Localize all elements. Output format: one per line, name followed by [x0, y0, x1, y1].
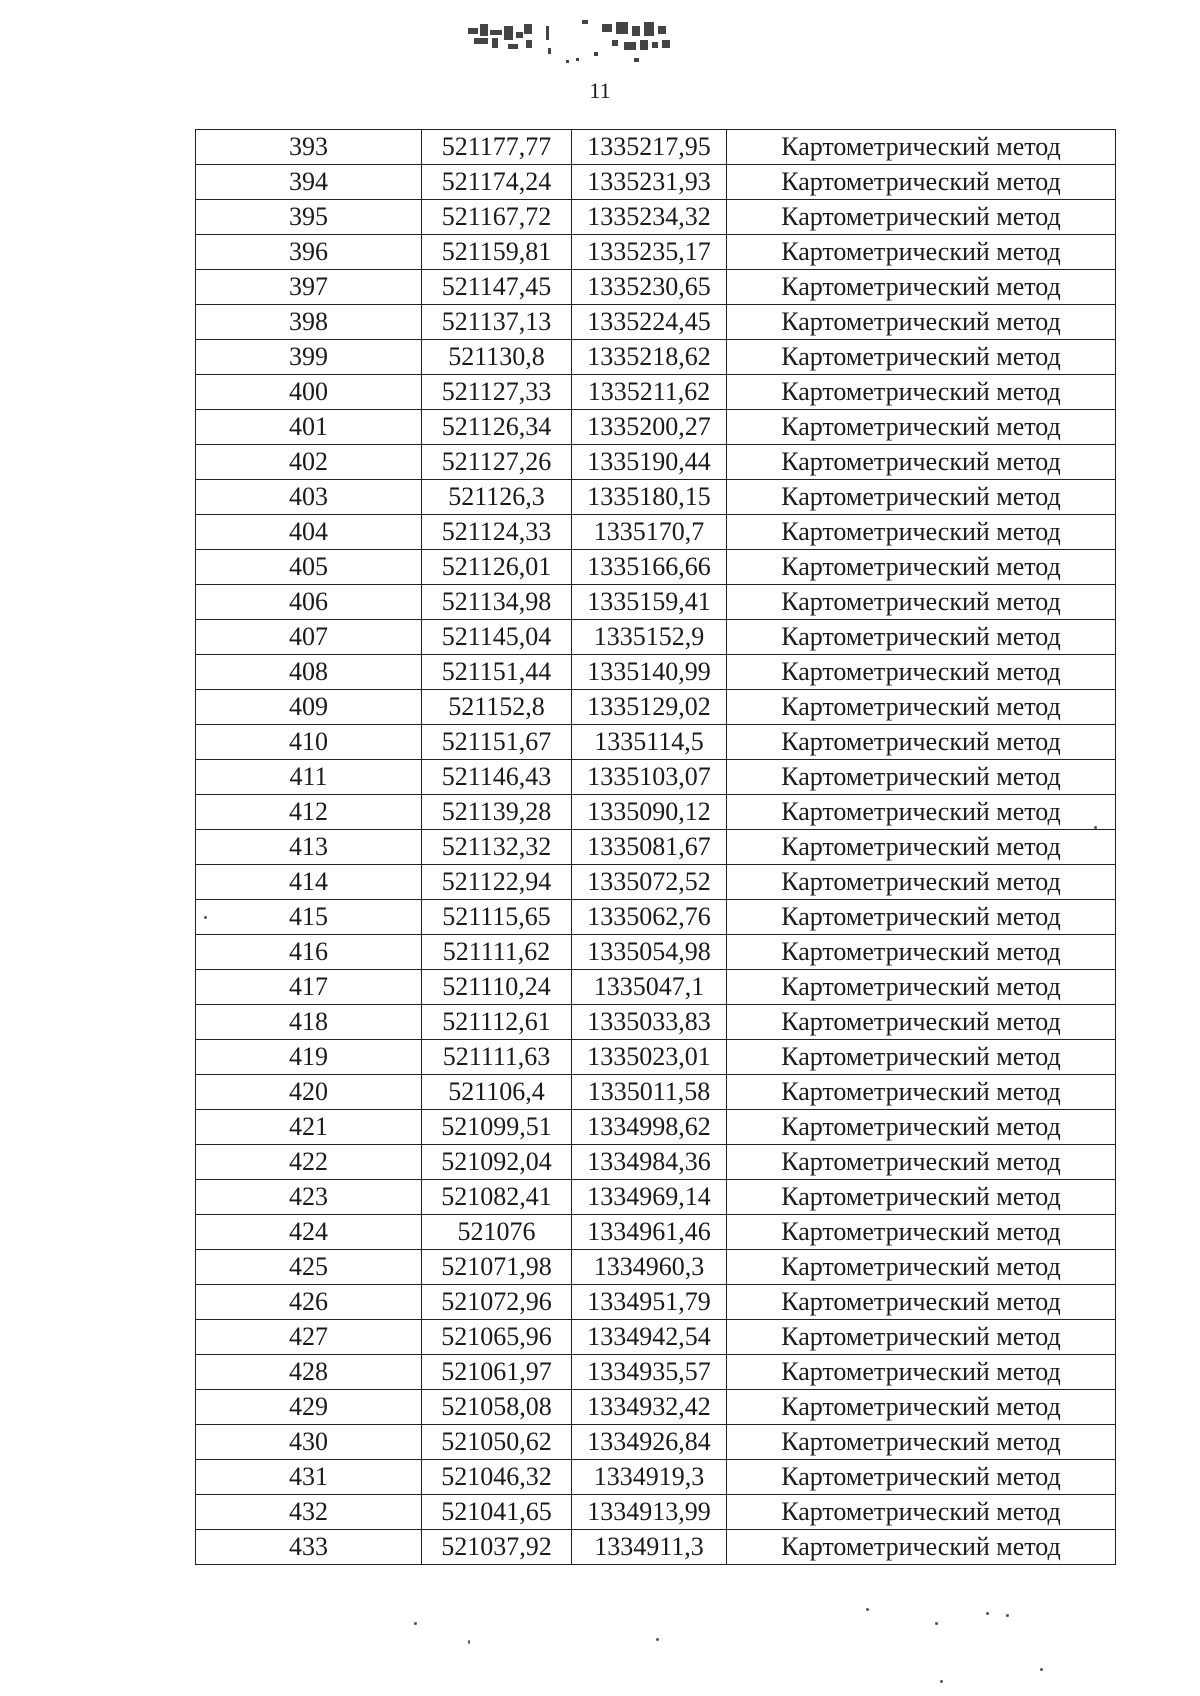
table-row	[196, 515, 1116, 550]
point-number-cell: 422	[196, 1145, 422, 1180]
scan-speck	[940, 1680, 943, 1683]
x-coordinate-cell: 521082,41	[422, 1180, 572, 1215]
x-coordinate-cell: 521124,33	[422, 515, 572, 550]
x-coordinate-cell: 521126,01	[422, 550, 572, 585]
x-coordinate-cell: 521122,94	[422, 865, 572, 900]
table-row	[196, 1110, 1116, 1145]
table-row	[196, 340, 1116, 375]
y-coordinate-cell: 1335166,66	[572, 550, 727, 585]
x-coordinate-cell: 521152,8	[422, 690, 572, 725]
table-row	[196, 900, 1116, 935]
y-coordinate-cell: 1335231,93	[572, 165, 727, 200]
method-cell: Картометрический метод	[727, 1145, 1116, 1180]
table-row	[196, 305, 1116, 340]
table-row	[196, 270, 1116, 305]
table-row	[196, 235, 1116, 270]
method-cell: Картометрический метод	[727, 375, 1116, 410]
table-row	[196, 620, 1116, 655]
scan-speck	[204, 916, 207, 919]
method-cell: Картометрический метод	[727, 305, 1116, 340]
y-coordinate-cell: 1335170,7	[572, 515, 727, 550]
x-coordinate-cell: 521072,96	[422, 1285, 572, 1320]
point-number-cell: 403	[196, 480, 422, 515]
method-cell: Картометрический метод	[727, 620, 1116, 655]
scan-speck	[1094, 826, 1097, 829]
y-coordinate-cell: 1335072,52	[572, 865, 727, 900]
y-coordinate-cell: 1335235,17	[572, 235, 727, 270]
table-row	[196, 1355, 1116, 1390]
method-cell: Картометрический метод	[727, 410, 1116, 445]
y-coordinate-cell: 1334984,36	[572, 1145, 727, 1180]
point-number-cell: 425	[196, 1250, 422, 1285]
y-coordinate-cell: 1335129,02	[572, 690, 727, 725]
x-coordinate-cell: 521111,63	[422, 1040, 572, 1075]
x-coordinate-cell: 521174,24	[422, 165, 572, 200]
method-cell: Картометрический метод	[727, 690, 1116, 725]
y-coordinate-cell: 1334919,3	[572, 1460, 727, 1495]
method-cell: Картометрический метод	[727, 1005, 1116, 1040]
table-row	[196, 130, 1116, 165]
y-coordinate-cell: 1335218,62	[572, 340, 727, 375]
point-number-cell: 421	[196, 1110, 422, 1145]
x-coordinate-cell: 521126,34	[422, 410, 572, 445]
point-number-cell: 395	[196, 200, 422, 235]
table-row	[196, 550, 1116, 585]
method-cell: Картометрический метод	[727, 550, 1116, 585]
x-coordinate-cell: 521134,98	[422, 585, 572, 620]
point-number-cell: 429	[196, 1390, 422, 1425]
method-cell: Картометрический метод	[727, 1075, 1116, 1110]
table-row	[196, 375, 1116, 410]
scan-speck	[935, 1622, 938, 1625]
table-row	[196, 200, 1116, 235]
x-coordinate-cell: 521130,8	[422, 340, 572, 375]
point-number-cell: 427	[196, 1320, 422, 1355]
x-coordinate-cell: 521127,33	[422, 375, 572, 410]
x-coordinate-cell: 521041,65	[422, 1495, 572, 1530]
y-coordinate-cell: 1334913,99	[572, 1495, 727, 1530]
table-row	[196, 445, 1116, 480]
y-coordinate-cell: 1335217,95	[572, 130, 727, 165]
table-row	[196, 865, 1116, 900]
table-row	[196, 1425, 1116, 1460]
y-coordinate-cell: 1335230,65	[572, 270, 727, 305]
page-number: 11	[589, 78, 611, 103]
table-row	[196, 725, 1116, 760]
table-row	[196, 830, 1116, 865]
point-number-cell: 433	[196, 1530, 422, 1565]
y-coordinate-cell: 1335180,15	[572, 480, 727, 515]
table-row	[196, 935, 1116, 970]
table-row	[196, 655, 1116, 690]
table-row	[196, 165, 1116, 200]
method-cell: Картометрический метод	[727, 515, 1116, 550]
x-coordinate-cell: 521145,04	[422, 620, 572, 655]
point-number-cell: 406	[196, 585, 422, 620]
x-coordinate-cell: 521110,24	[422, 970, 572, 1005]
table-row	[196, 1285, 1116, 1320]
y-coordinate-cell: 1335081,67	[572, 830, 727, 865]
method-cell: Картометрический метод	[727, 830, 1116, 865]
point-number-cell: 416	[196, 935, 422, 970]
point-number-cell: 430	[196, 1425, 422, 1460]
method-cell: Картометрический метод	[727, 200, 1116, 235]
method-cell: Картометрический метод	[727, 1495, 1116, 1530]
y-coordinate-cell: 1334911,3	[572, 1530, 727, 1565]
point-number-cell: 407	[196, 620, 422, 655]
x-coordinate-cell: 521099,51	[422, 1110, 572, 1145]
y-coordinate-cell: 1335159,41	[572, 585, 727, 620]
x-coordinate-cell: 521151,67	[422, 725, 572, 760]
method-cell: Картометрический метод	[727, 1110, 1116, 1145]
table-row	[196, 1145, 1116, 1180]
method-cell: Картометрический метод	[727, 795, 1116, 830]
table-row	[196, 585, 1116, 620]
x-coordinate-cell: 521061,97	[422, 1355, 572, 1390]
scan-speck	[1006, 1614, 1009, 1617]
x-coordinate-cell: 521139,28	[422, 795, 572, 830]
y-coordinate-cell: 1335114,5	[572, 725, 727, 760]
y-coordinate-cell: 1334942,54	[572, 1320, 727, 1355]
table-row	[196, 1040, 1116, 1075]
y-coordinate-cell: 1335190,44	[572, 445, 727, 480]
x-coordinate-cell: 521167,72	[422, 200, 572, 235]
x-coordinate-cell: 521092,04	[422, 1145, 572, 1180]
x-coordinate-cell: 521076	[422, 1215, 572, 1250]
point-number-cell: 399	[196, 340, 422, 375]
table-row	[196, 760, 1116, 795]
x-coordinate-cell: 521126,3	[422, 480, 572, 515]
y-coordinate-cell: 1334998,62	[572, 1110, 727, 1145]
method-cell: Картометрический метод	[727, 865, 1116, 900]
method-cell: Картометрический метод	[727, 235, 1116, 270]
y-coordinate-cell: 1335140,99	[572, 655, 727, 690]
method-cell: Картометрический метод	[727, 130, 1116, 165]
point-number-cell: 394	[196, 165, 422, 200]
method-cell: Картометрический метод	[727, 1390, 1116, 1425]
x-coordinate-cell: 521065,96	[422, 1320, 572, 1355]
scan-speck	[414, 1622, 417, 1625]
x-coordinate-cell: 521146,43	[422, 760, 572, 795]
point-number-cell: 397	[196, 270, 422, 305]
y-coordinate-cell: 1335234,32	[572, 200, 727, 235]
y-coordinate-cell: 1335103,07	[572, 760, 727, 795]
point-number-cell: 413	[196, 830, 422, 865]
x-coordinate-cell: 521137,13	[422, 305, 572, 340]
x-coordinate-cell: 521115,65	[422, 900, 572, 935]
y-coordinate-cell: 1335011,58	[572, 1075, 727, 1110]
x-coordinate-cell: 521159,81	[422, 235, 572, 270]
x-coordinate-cell: 521106,4	[422, 1075, 572, 1110]
y-coordinate-cell: 1334935,57	[572, 1355, 727, 1390]
scan-speck	[656, 1638, 659, 1641]
method-cell: Картометрический метод	[727, 585, 1116, 620]
x-coordinate-cell: 521112,61	[422, 1005, 572, 1040]
coordinates-table-body	[196, 130, 1116, 1565]
scan-speck	[468, 1640, 470, 1644]
y-coordinate-cell: 1335224,45	[572, 305, 727, 340]
x-coordinate-cell: 521151,44	[422, 655, 572, 690]
method-cell: Картометрический метод	[727, 760, 1116, 795]
point-number-cell: 414	[196, 865, 422, 900]
point-number-cell: 402	[196, 445, 422, 480]
x-coordinate-cell: 521147,45	[422, 270, 572, 305]
x-coordinate-cell: 521111,62	[422, 935, 572, 970]
table-row	[196, 1495, 1116, 1530]
x-coordinate-cell: 521177,77	[422, 130, 572, 165]
point-number-cell: 396	[196, 235, 422, 270]
method-cell: Картометрический метод	[727, 935, 1116, 970]
point-number-cell: 411	[196, 760, 422, 795]
stamp-mark-icon	[462, 14, 732, 74]
method-cell: Картометрический метод	[727, 445, 1116, 480]
point-number-cell: 415	[196, 900, 422, 935]
y-coordinate-cell: 1335023,01	[572, 1040, 727, 1075]
y-coordinate-cell: 1335200,27	[572, 410, 727, 445]
point-number-cell: 401	[196, 410, 422, 445]
scan-speck	[1040, 1668, 1043, 1671]
x-coordinate-cell: 521037,92	[422, 1530, 572, 1565]
method-cell: Картометрический метод	[727, 1425, 1116, 1460]
table-row	[196, 1390, 1116, 1425]
coordinates-table	[195, 129, 1116, 1565]
y-coordinate-cell: 1334951,79	[572, 1285, 727, 1320]
table-row	[196, 1180, 1116, 1215]
point-number-cell: 419	[196, 1040, 422, 1075]
method-cell: Картометрический метод	[727, 1215, 1116, 1250]
y-coordinate-cell: 1334961,46	[572, 1215, 727, 1250]
table-row	[196, 690, 1116, 725]
point-number-cell: 398	[196, 305, 422, 340]
y-coordinate-cell: 1335152,9	[572, 620, 727, 655]
y-coordinate-cell: 1335211,62	[572, 375, 727, 410]
table-row	[196, 970, 1116, 1005]
y-coordinate-cell: 1335047,1	[572, 970, 727, 1005]
method-cell: Картометрический метод	[727, 340, 1116, 375]
y-coordinate-cell: 1335062,76	[572, 900, 727, 935]
method-cell: Картометрический метод	[727, 1285, 1116, 1320]
point-number-cell: 428	[196, 1355, 422, 1390]
table-row	[196, 1005, 1116, 1040]
y-coordinate-cell: 1334932,42	[572, 1390, 727, 1425]
table-row	[196, 410, 1116, 445]
method-cell: Картометрический метод	[727, 1460, 1116, 1495]
x-coordinate-cell: 521058,08	[422, 1390, 572, 1425]
method-cell: Картометрический метод	[727, 1355, 1116, 1390]
table-row	[196, 1530, 1116, 1565]
point-number-cell: 410	[196, 725, 422, 760]
point-number-cell: 432	[196, 1495, 422, 1530]
table-row	[196, 1460, 1116, 1495]
x-coordinate-cell: 521071,98	[422, 1250, 572, 1285]
y-coordinate-cell: 1335033,83	[572, 1005, 727, 1040]
point-number-cell: 404	[196, 515, 422, 550]
method-cell: Картометрический метод	[727, 655, 1116, 690]
point-number-cell: 418	[196, 1005, 422, 1040]
y-coordinate-cell: 1334926,84	[572, 1425, 727, 1460]
table-row	[196, 480, 1116, 515]
table-row	[196, 795, 1116, 830]
point-number-cell: 405	[196, 550, 422, 585]
point-number-cell: 431	[196, 1460, 422, 1495]
y-coordinate-cell: 1334960,3	[572, 1250, 727, 1285]
method-cell: Картометрический метод	[727, 1180, 1116, 1215]
point-number-cell: 426	[196, 1285, 422, 1320]
point-number-cell: 423	[196, 1180, 422, 1215]
point-number-cell: 408	[196, 655, 422, 690]
method-cell: Картометрический метод	[727, 1320, 1116, 1355]
method-cell: Картометрический метод	[727, 970, 1116, 1005]
point-number-cell: 424	[196, 1215, 422, 1250]
y-coordinate-cell: 1335090,12	[572, 795, 727, 830]
scan-speck	[986, 1612, 989, 1615]
y-coordinate-cell: 1335054,98	[572, 935, 727, 970]
table-row	[196, 1250, 1116, 1285]
method-cell: Картометрический метод	[727, 725, 1116, 760]
scan-speck	[866, 1608, 869, 1611]
table-row	[196, 1215, 1116, 1250]
point-number-cell: 417	[196, 970, 422, 1005]
method-cell: Картометрический метод	[727, 270, 1116, 305]
x-coordinate-cell: 521050,62	[422, 1425, 572, 1460]
point-number-cell: 409	[196, 690, 422, 725]
x-coordinate-cell: 521127,26	[422, 445, 572, 480]
method-cell: Картометрический метод	[727, 1250, 1116, 1285]
point-number-cell: 400	[196, 375, 422, 410]
x-coordinate-cell: 521046,32	[422, 1460, 572, 1495]
x-coordinate-cell: 521132,32	[422, 830, 572, 865]
method-cell: Картометрический метод	[727, 1040, 1116, 1075]
method-cell: Картометрический метод	[727, 480, 1116, 515]
y-coordinate-cell: 1334969,14	[572, 1180, 727, 1215]
point-number-cell: 412	[196, 795, 422, 830]
method-cell: Картометрический метод	[727, 1530, 1116, 1565]
method-cell: Картометрический метод	[727, 900, 1116, 935]
point-number-cell: 393	[196, 130, 422, 165]
table-row	[196, 1075, 1116, 1110]
method-cell: Картометрический метод	[727, 165, 1116, 200]
table-row	[196, 1320, 1116, 1355]
point-number-cell: 420	[196, 1075, 422, 1110]
